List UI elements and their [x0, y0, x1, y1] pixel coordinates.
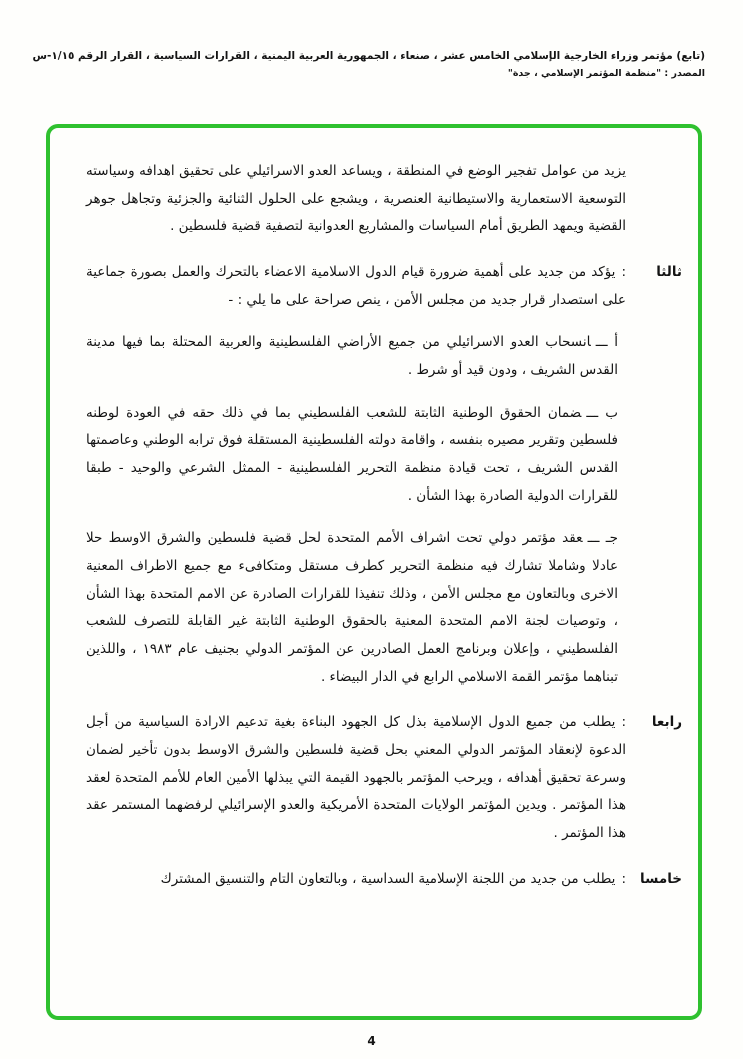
- subitem-c-text: عقد مؤتمر دولي تحت اشراف الأمم المتحدة لحل قضية فلسطين والشرق الاوسط حلا عادلا وشاملا تشارك فيه منظمة التحرير كطرف مستقل ومتكافىء مع جميع الاطراف المعنية الاخرى وبالتعاون مع مجلس الأمن ، وذلك تنفيذا للقرارات الصادرة عن الامم المتحدة بهذا الشأن ، وتوصيات لجنة الامم المتحدة المعنية بالحقوق الوطنية الثابتة غير القابلة للتصرف للشعب الفلسطيني ، وإعلان وبرنامج العمل الصادرين عن المؤتمر الدولي بجنيف عام ١٩٨٣ ، واللذين تبناهما مؤتمر القمة الاسلامي الرابع في الدار البيضاء .: [86, 530, 618, 685]
- section-third: [80, 259, 682, 314]
- section-third-paragraph: يؤكد من جديد على أهمية ضرورة قيام الدول الاسلامية الاعضاء بالتحرك والعمل بصورة جماعية على استصدار قرار جديد من مجلس الأمن ، ينص صراحة على ما يلي : -: [86, 264, 626, 308]
- label-colon: :: [621, 264, 626, 281]
- document-header: [32, 50, 705, 79]
- subitem-b-marker: ب ـــ: [586, 404, 618, 421]
- section-fourth-paragraph: يطلب من جميع الدول الإسلامية بذل كل الجهود البناءة بغية تدعيم الارادة السياسية من أجل الدعوة لإنعقاد المؤتمر الدولي المعني بحل قضية فلسطين والشرق الاوسط بدون تأخير لضمان وسرعة تحقيق أهدافه ، ويرحب المؤتمر بالجهود القيمة التي يبذلها الأمين العام للأمم المتحدة لعقد هذا المؤتمر . ويدين المؤتمر الولايات المتحدة الأمريكية والعدو الإسرائيلي لرفضهما المستمر عقد هذا المؤتمر .: [86, 714, 626, 842]
- section-third-text: [86, 259, 626, 314]
- subitem-c: [86, 525, 618, 691]
- content-frame: [46, 124, 702, 1020]
- subitem-a-text: انسحاب العدو الاسرائيلي من جميع الأراضي الفلسطينية والعربية المحتلة بما فيها مدينة القدس الشريف ، ودون قيد أو شرط .: [86, 334, 618, 379]
- section-fourth-text: [86, 709, 626, 847]
- subitem-a-marker: أ ـــ: [595, 334, 618, 351]
- header-source-line: المصدر : "منظمة المؤتمر الإسلامي ، جدة": [507, 68, 705, 79]
- document-body: [80, 158, 682, 893]
- section-fifth-label: خامسا: [640, 870, 682, 887]
- section-fifth-text: [86, 866, 626, 894]
- subitem-b: [86, 400, 618, 511]
- header-reference-line: (تابع) مؤتمر وزراء الخارجية الإسلامي الخامس عشر ، صنعاء ، الجمهورية العربية اليمنية ، القرارات السياسية ، القرار الرقم ١/١٥-س: [32, 50, 705, 62]
- subitem-b-text: ضمان الحقوق الوطنية الثابتة للشعب الفلسطيني بما في ذلك حقه في العودة لوطنه فلسطين وتقرير مصيره بنفسه ، واقامة دولته الفلسطينية المستقلة فوق ترابه الوطني وعاصمتها القدس الشريف ، تحت قيادة منظمة التحرير الفلسطينية - الممثل الشرعي والوحيد - طبقا للقرارات الدولية الصادرة بهذا الشأن .: [86, 404, 618, 504]
- section-fifth: [80, 866, 682, 894]
- section-fourth: [80, 709, 682, 847]
- page-number: 4: [367, 1034, 376, 1048]
- section-third-label: ثالثا: [656, 264, 682, 281]
- label-colon: :: [621, 714, 626, 731]
- intro-paragraph: يزيد من عوامل تفجير الوضع في المنطقة ، ويساعد العدو الاسرائيلي على تحقيق اهدافه وسياسته التوسعية الاستعمارية والاستيطانية العنصرية ، ويشجع على الحلول الثنائية والجزئية وتجاهل جوهر القضية ويمهد الطريق أمام السياسات والمشاريع العدوانية لتصفية قضية فلسطين .: [86, 163, 626, 235]
- section-fourth-label: رابعا: [651, 714, 682, 731]
- subitem-c-marker: جـ ـــ: [587, 530, 618, 547]
- subitem-a: [86, 329, 618, 384]
- label-colon: :: [621, 870, 626, 887]
- section-fifth-paragraph: يطلب من جديد من اللجنة الإسلامية السداسية ، وبالتعاون التام والتنسيق المشترك: [160, 870, 616, 887]
